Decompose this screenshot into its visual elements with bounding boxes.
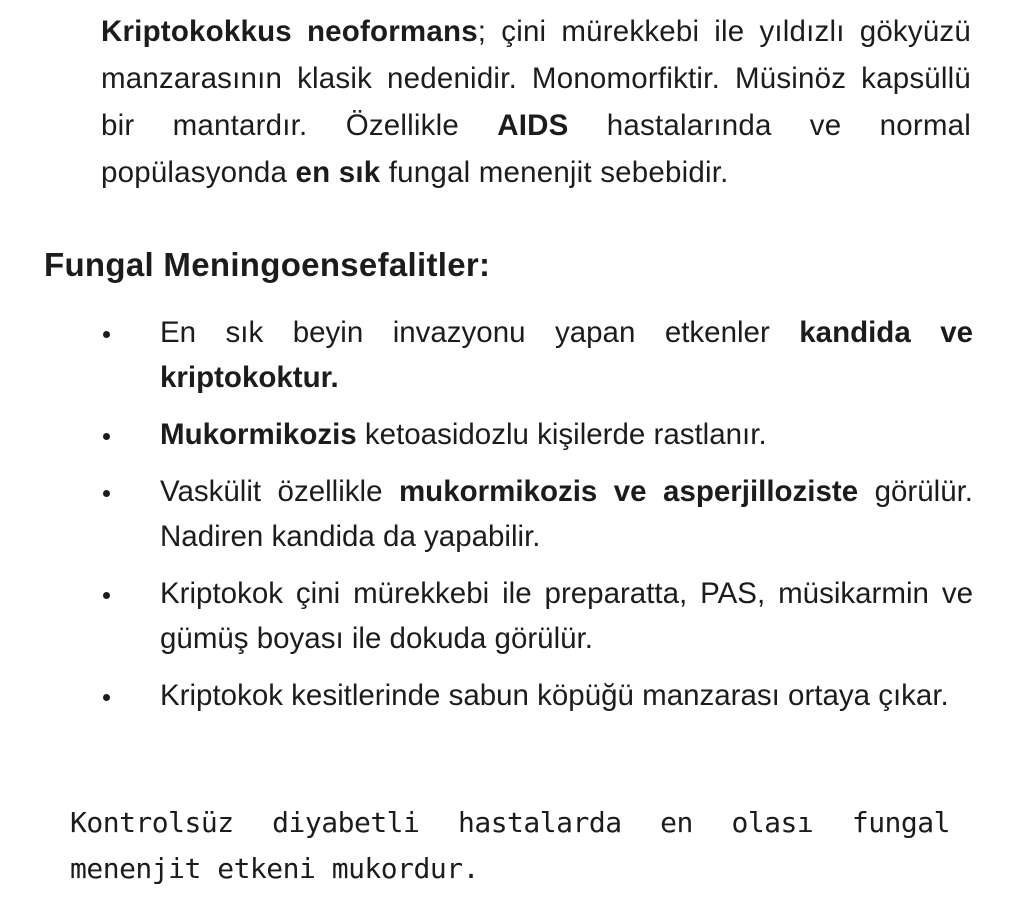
intro-text-1: ; çini mürekkebi ile yıldızlı gökyüzü manzarasının klasik nedenidir. Monomorfiktir. Müsinöz kapsüllü bir mantardır. Özellikle — [101, 15, 971, 142]
bullet-bold: kandida ve kriptokoktur. — [160, 316, 974, 394]
bullet-item — [0, 310, 1015, 400]
bullet-item — [0, 412, 1015, 457]
bullet-bold: Mukormikozis — [160, 418, 357, 451]
bullet-list — [0, 310, 1015, 730]
bullet-text-2: görülür. Nadiren kandida da yapabilir. — [160, 475, 973, 553]
bullet-item — [0, 571, 1015, 661]
handwritten-note: Kontrolsüz diyabetli hastalarda en olası fungal menenjit etkeni mukordur. — [70, 806, 950, 885]
term-most-common: en sık — [295, 156, 381, 189]
intro-text-2: hastalarında ve normal popülasyonda — [101, 109, 971, 189]
bullet-text: En sık beyin invazyonu yapan etkenler — [160, 316, 800, 349]
term-aids: AIDS — [497, 109, 569, 142]
bullet-bold: mukormikozis ve asperjilloziste — [398, 475, 859, 508]
bullet-text: Kriptokok çini mürekkebi ile preparatta, PAS, müsikarmin ve gümüş boyası ile dokuda görülür. — [160, 577, 973, 655]
bullet-text: Vaskülit özellikle — [160, 475, 399, 508]
bullet-item — [0, 673, 1015, 718]
bullet-icon — [103, 331, 110, 338]
bullet-text: Kriptokok kesitlerinde sabun köpüğü manzarası ortaya çıkar. — [160, 679, 949, 712]
bullet-text: ketoasidozlu kişilerde rastlanır. — [356, 418, 767, 451]
intro-text-3: fungal menenjit sebebidir. — [380, 156, 729, 189]
intro-paragraph — [101, 8, 971, 196]
bullet-icon — [103, 490, 110, 497]
section-heading: Fungal Meningoensefalitler: — [44, 246, 491, 283]
bullet-icon — [103, 433, 110, 440]
bullet-icon — [103, 694, 110, 701]
bullet-icon — [103, 592, 110, 599]
bullet-item — [0, 469, 1015, 559]
term-cryptococcus: Kriptokokkus neoformans — [101, 15, 478, 48]
